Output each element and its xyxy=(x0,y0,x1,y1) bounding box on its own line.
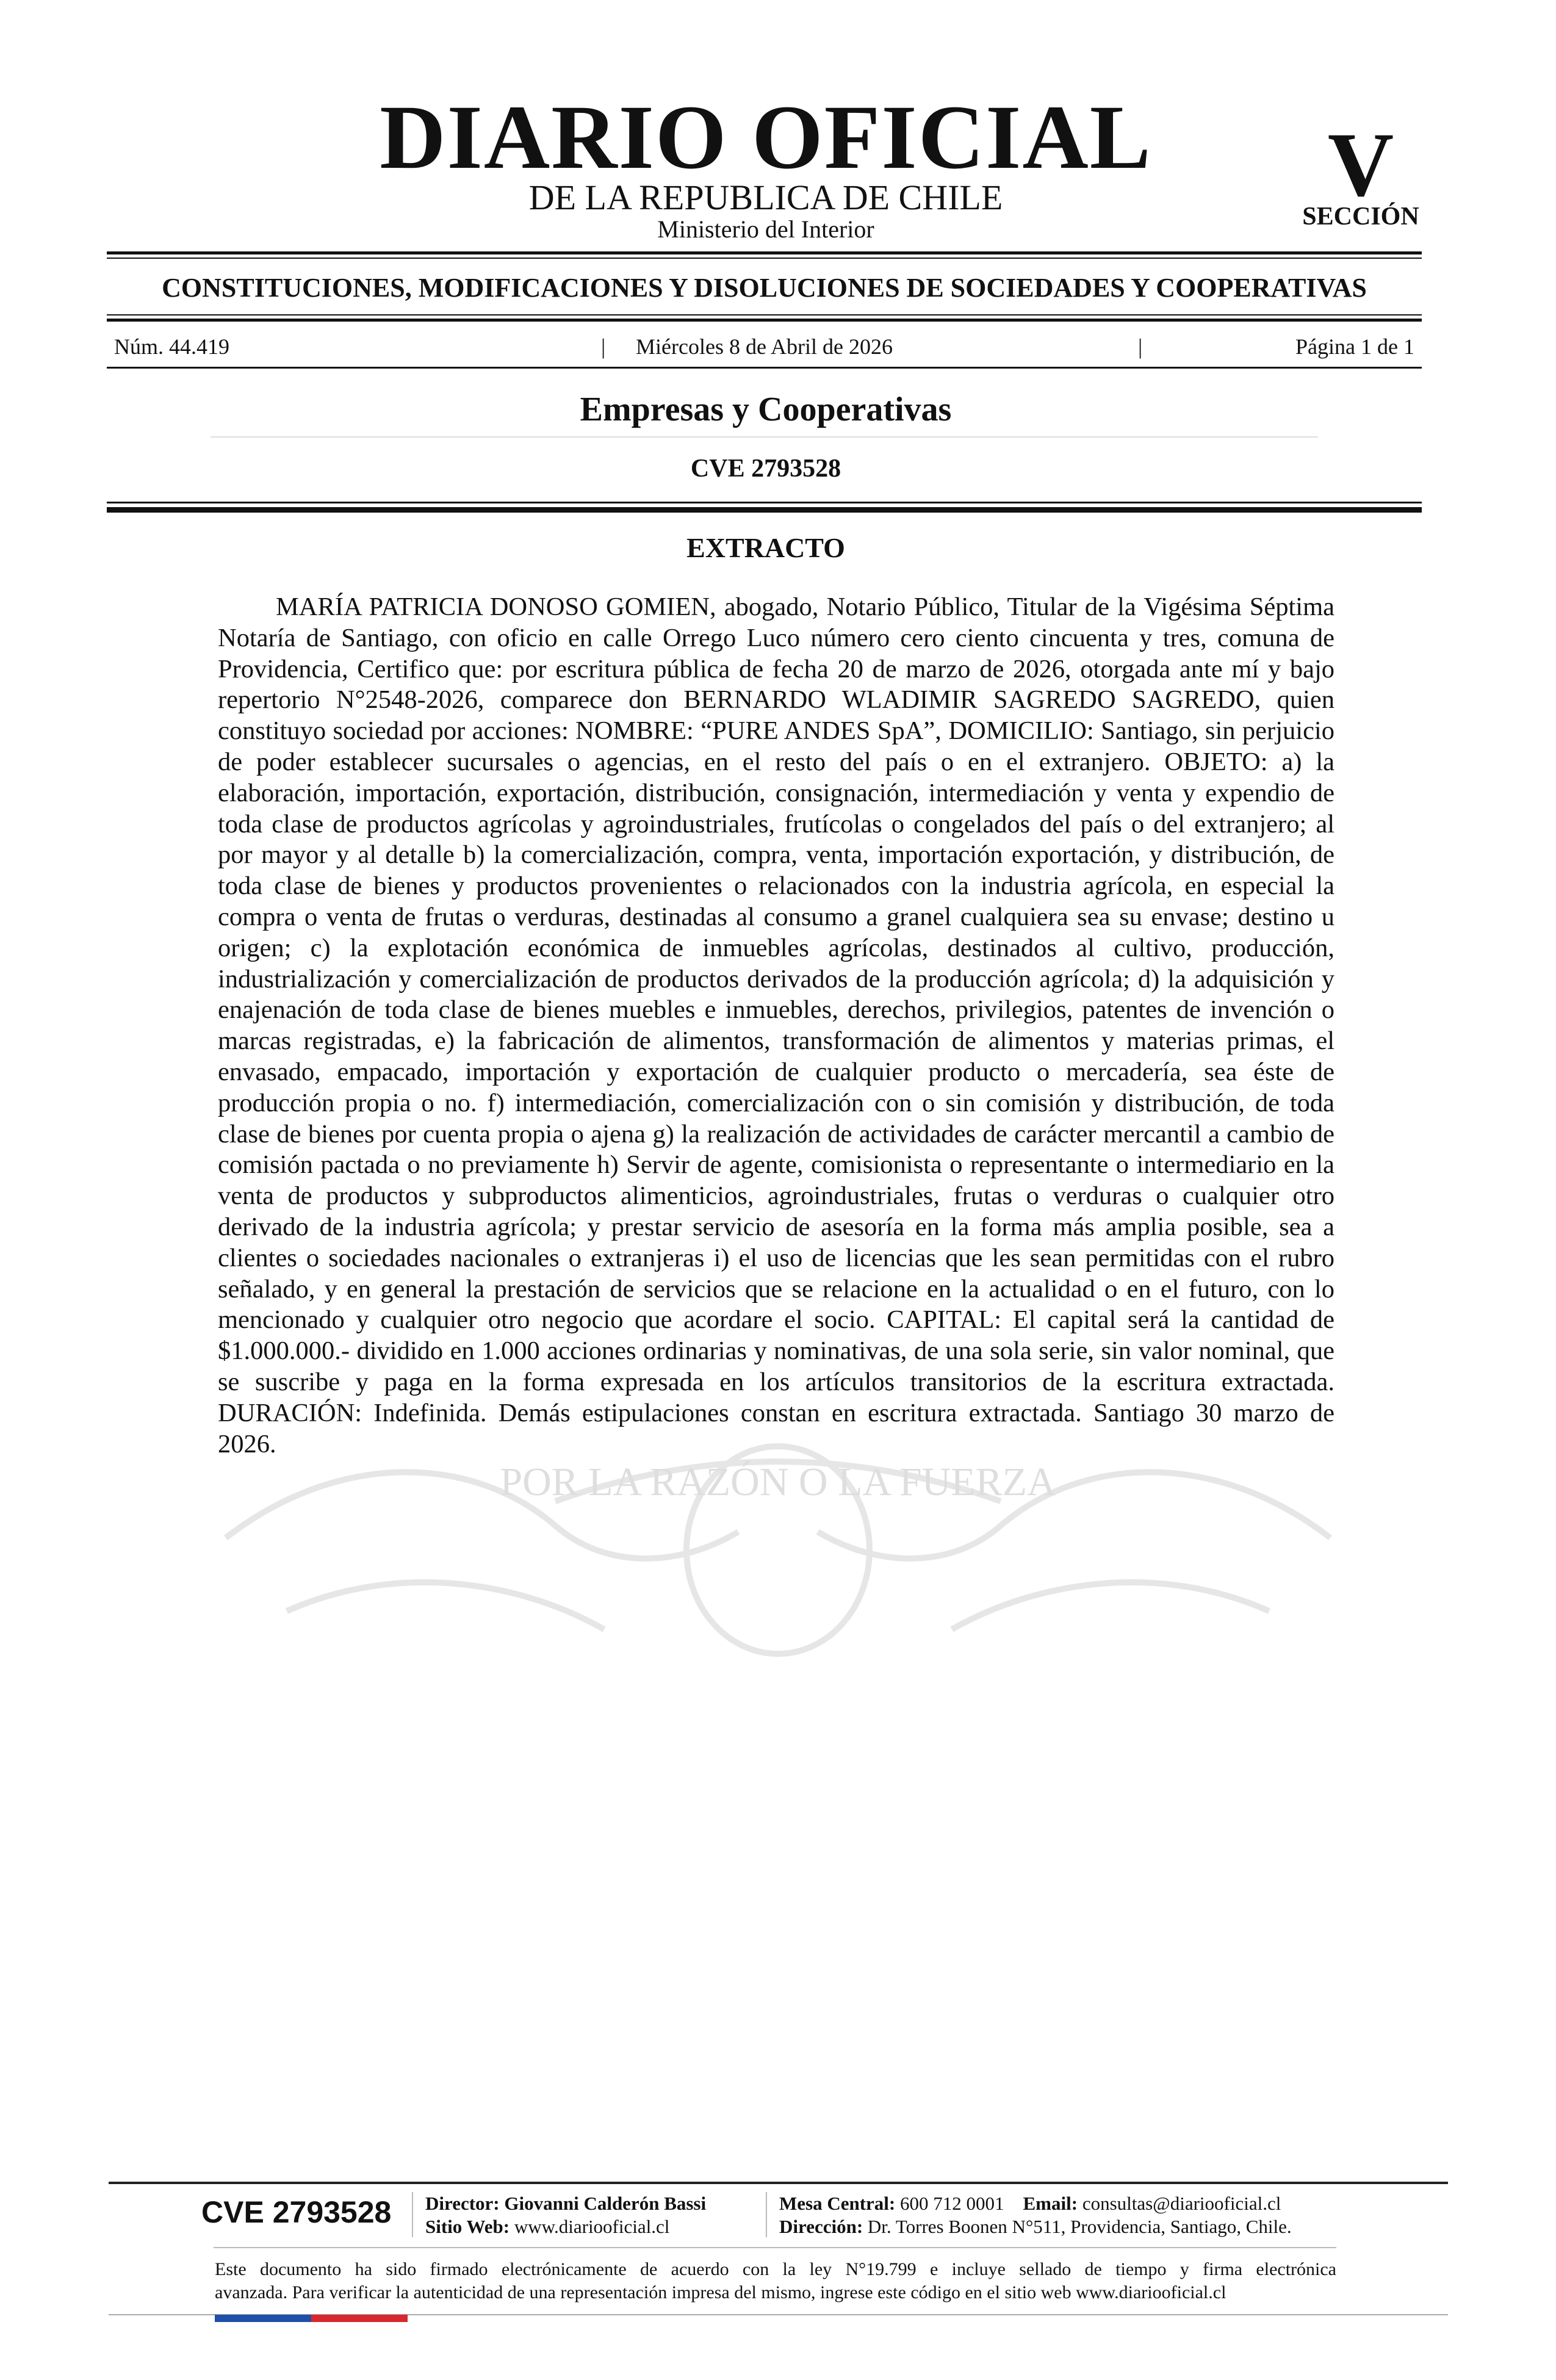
section-word: SECCIÓN xyxy=(1302,203,1419,231)
address-value: Dr. Torres Boonen N°511, Providencia, Santiago, Chile. xyxy=(867,2216,1292,2237)
footer-cve-code: CVE 2793528 xyxy=(201,2195,392,2229)
band-divider xyxy=(211,436,1318,438)
website-label: Sitio Web: xyxy=(425,2216,510,2237)
newspaper-title: DIARIO OFICIAL xyxy=(380,87,1152,188)
header-rule-top-thin xyxy=(107,258,1422,259)
meta-separator: | xyxy=(1138,334,1143,359)
band-rule-thin xyxy=(107,502,1422,503)
cve-code: CVE 2793528 xyxy=(690,455,841,483)
legal-notice-line-1: Este documento ha sido firmado electrónicamente de acuerdo con la ley N°19.799 e incluye sellado de tiempo y firma electrónica xyxy=(215,2259,1336,2279)
director-label: Director: xyxy=(425,2193,500,2214)
address-label: Dirección: xyxy=(779,2216,863,2237)
header-rule-top-thick xyxy=(107,251,1422,254)
category-title: CONSTITUCIONES, MODIFICACIONES Y DISOLUCIONES DE SOCIEDADES Y COOPERATIVAS xyxy=(162,273,1367,303)
band-title: Empresas y Cooperativas xyxy=(580,391,952,428)
footer-divider xyxy=(412,2192,413,2237)
legal-notice-line-2: avanzada. Para verificar la autenticidad de una representación impresa del mismo, ingrese este código en el sitio web www.diariooficial.cl xyxy=(215,2282,1226,2302)
meta-separator: | xyxy=(601,334,606,359)
document-body: MARÍA PATRICIA DONOSO GOMIEN, abogado, Notario Público, Titular de la Vigésima Séptima Notaría de Santiago, con oficio en calle Orrego Luco número cero ciento cincuenta y tres, comuna de Providencia, Certifico que: por escritura pública de fecha 20 de marzo de 2026, otorgada ante mí y bajo repertorio N°2548-2026, comparece don BERNARDO WLADIMIR SAGREDO SAGREDO, quien constituyo sociedad por acciones: NOMBRE: “PURE ANDES SpA”, DOMICILIO: Santiago, sin perjuicio de poder establecer sucursales o agencias, en el resto del país o en el extranjero. OBJETO: a) la elaboración, importación, exportación, distribución, consignación, intermediación y venta y expendio de toda clase de productos agrícolas y agroindustriales, frutícolas o congelados del país o del extranjero; al por mayor y al detalle b) la comercialización, compra, venta, importación exportación, y distribución, de toda clase de bienes y productos provenientes o relacionados con la industria agrícola, en especial la compra o venta de frutas o verduras, destinadas al consumo a granel cualquiera sea su envase; destino u origen; c) la explotación económica de inmuebles agrícolas, destinados al cultivo, producción, industrialización y comercialización de productos derivados de la producción agrícola; d) la adquisición y enajenación de toda clase de bienes muebles e inmuebles, derechos, privilegios, patentes de invención o marcas registradas, e) la fabricación de alimentos, transformación de alimentos y materias primas, el envasado, empacado, importación y exportación de cualquier producto o mercadería, sea éste de producción propia o no. f) intermediación, comercialización con o sin comisión y distribución, de toda clase de bienes por cuenta propia o ajena g) la realización de actividades de carácter mercantil a cambio de comisión pactada o no previamente h) Servir de agente, comisionista o representante o intermediario en la venta de productos y subproductos alimenticios, agroindustriales, frutas o verduras o cualquier otro derivado de la industria agrícola; y prestar servicio de asesoría en la forma más amplia posible, sea a clientes o sociedades nacionales o extranjeras i) el uso de licencias que les sean permitidas con el rubro señalado, y en general la prestación de servicios que se relacione en la actualidad o en el futuro, con lo mencionado y cualquier otro negocio que acordare el socio. CAPITAL: El capital será la cantidad de $1.000.000.- dividido en 1.000 acciones ordinarias y nominativas, de una sola serie, sin valor nominal, que se suscribe y paga en la forma expresada en los artículos transitorios de la escritura extractada. DURACIÓN: Indefinida. Demás estipulaciones constan en escritura extractada. Santiago 30 marzo de 2026. xyxy=(218,593,1334,1459)
ministry-label: Ministerio del Interior xyxy=(657,215,874,243)
mesa-phone: 600 712 0001 xyxy=(900,2193,1004,2214)
band-rule-thick xyxy=(107,507,1422,513)
mesa-label: Mesa Central: xyxy=(779,2193,896,2214)
category-rule-thin xyxy=(107,314,1422,316)
email-link[interactable]: consultas@diariooficial.cl xyxy=(1082,2193,1281,2214)
category-rule-thick xyxy=(107,319,1422,322)
meta-rule xyxy=(107,367,1422,369)
newspaper-subtitle: DE LA REPUBLICA DE CHILE xyxy=(528,178,1003,217)
issue-info-bar xyxy=(107,331,1422,362)
footer-rule xyxy=(109,2182,1448,2184)
issue-date: Miércoles 8 de Abril de 2026 xyxy=(636,334,893,359)
director-value: Giovanni Calderón Bassi xyxy=(504,2193,707,2214)
footer-thin-rule xyxy=(214,2247,1336,2248)
masthead xyxy=(0,87,1556,250)
footer-divider xyxy=(766,2192,767,2237)
footer-director-block xyxy=(425,2192,767,2238)
document-heading: EXTRACTO xyxy=(686,532,845,563)
email-label: Email: xyxy=(1023,2193,1078,2214)
coat-of-arms-watermark xyxy=(214,1428,1342,1684)
flag-stripe-blue xyxy=(215,2315,311,2322)
watermark-motto: POR LA RAZÓN O LA FUERZA xyxy=(500,1460,1056,1504)
flag-stripe-red xyxy=(311,2315,408,2322)
section-letter: V xyxy=(1327,114,1394,215)
footer-contact-block xyxy=(779,2192,1347,2238)
website-link[interactable]: www.diariooficial.cl xyxy=(514,2216,670,2237)
issue-number: Núm. 44.419 xyxy=(114,334,229,359)
page-indicator: Página 1 de 1 xyxy=(1295,334,1414,359)
